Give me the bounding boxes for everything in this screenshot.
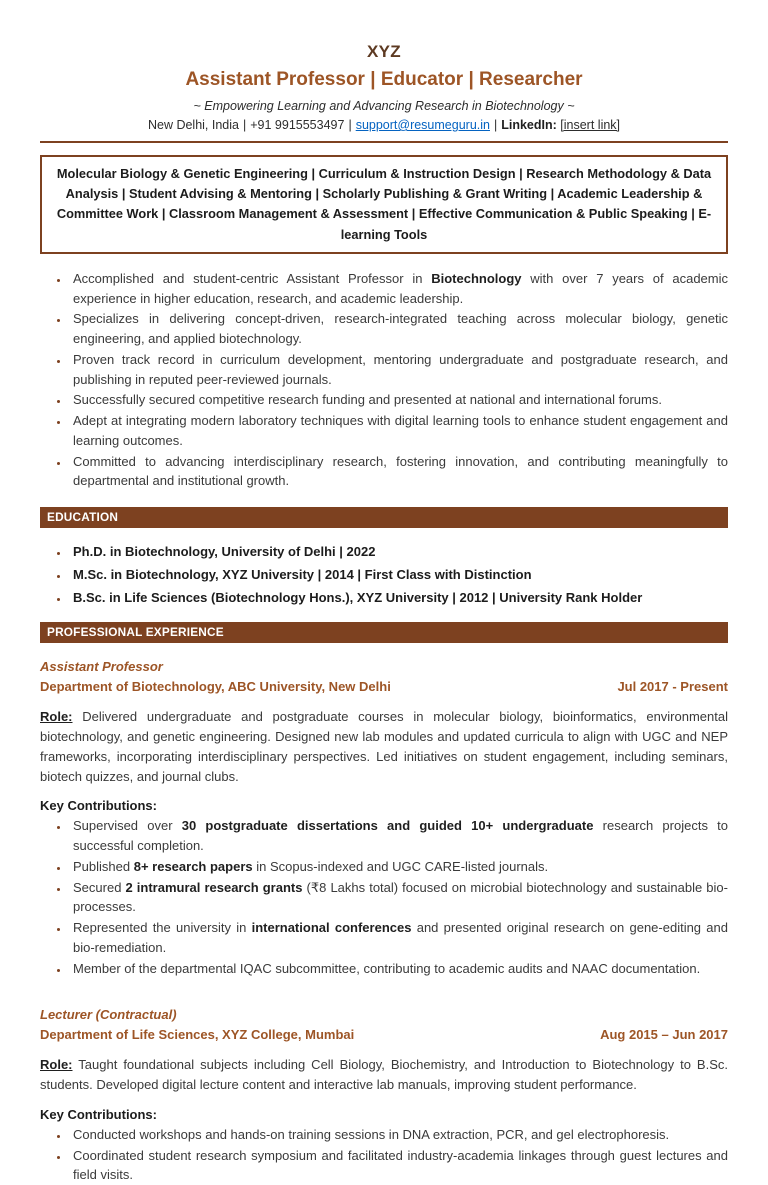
headline-title: Assistant Professor | Educator | Researcher bbox=[185, 69, 583, 90]
role-description: Taught foundational subjects including Cell Biology, Biochemistry, and Introduction to Biotechnology to B.Sc. students. Developed digital lecture content and interactive lab manuals, improving student performance. bbox=[40, 1057, 728, 1093]
contribution-bullet: • Published 8+ research papers in Scopus-indexed and UGC CARE-listed journals. bbox=[69, 857, 728, 877]
summary-bullet: • Proven track record in curriculum development, mentoring undergraduate and postgraduate research, and publishing in reputed peer-reviewed journals. bbox=[69, 350, 728, 390]
summary-bullet: • Specializes in delivering concept-driven, research-integrated teaching across molecular biology, genetic engineering, and applied biotechnology. bbox=[69, 309, 728, 349]
contribution-bullet: • Supervised over 30 postgraduate dissertations and guided 10+ undergraduate research projects to successful completion. bbox=[69, 816, 728, 856]
job-role-title: Lecturer (Contractual) bbox=[40, 1007, 177, 1023]
contribution-bullet: • Represented the university in international conferences and presented original research on gene-editing and bio-remediation. bbox=[69, 918, 728, 958]
job-role-paragraph bbox=[40, 1055, 728, 1095]
contribution-bullet: • Secured 2 intramural research grants (₹8 Lakhs total) focused on microbial biotechnology and sustainable bio-processes. bbox=[69, 878, 728, 918]
contact-separator: | bbox=[493, 118, 498, 132]
education-item: • Ph.D. in Biotechnology, University of Delhi | 2022 bbox=[69, 541, 728, 564]
contribution-bullet: • Conducted workshops and hands-on training sessions in DNA extraction, PCR, and gel electrophoresis. bbox=[69, 1125, 728, 1145]
tagline: ~ Empowering Learning and Advancing Research in Biotechnology ~ bbox=[193, 99, 575, 113]
contribution-bullet: • Member of the departmental IQAC subcommittee, contributing to academic audits and NAAC documentation. bbox=[69, 959, 728, 979]
key-contributions-label: Key Contributions: bbox=[40, 1106, 157, 1122]
linkedin-link[interactable]: [insert link] bbox=[560, 118, 621, 132]
summary-bullet: • Accomplished and student-centric Assistant Professor in Biotechnology with over 7 years of academic experience in higher education, research, and academic leadership. bbox=[69, 269, 728, 309]
job-organization: Department of Life Sciences, XYZ College, Mumbai bbox=[40, 1026, 355, 1042]
contact-phone: +91 9915553497 bbox=[250, 118, 345, 132]
education-item: • M.Sc. in Biotechnology, XYZ University | 2014 | First Class with Distinction bbox=[69, 564, 728, 587]
role-description: Delivered undergraduate and postgraduate courses in molecular biology, bioinformatics, environmental biotechnology, and genetic engineering. Designed new lab modules and updated curricula to align with UGC and NEP frameworks, incorporating interdisciplinary perspectives. Led initiatives on student engagement, including seminars, biotech quizzes, and journal clubs. bbox=[40, 709, 728, 784]
contribution-bullet: • Coordinated student research symposium and facilitated industry-academia linkages through guest lectures and field visits. bbox=[69, 1146, 728, 1185]
contact-separator: | bbox=[242, 118, 247, 132]
contact-location: New Delhi, India bbox=[147, 118, 239, 132]
summary-bullet: • Successfully secured competitive research funding and presented at national and international forums. bbox=[69, 390, 728, 410]
header-divider bbox=[40, 141, 728, 143]
summary-bullet: • Adept at integrating modern laboratory techniques with digital learning tools to enhance student engagement and learning outcomes. bbox=[69, 411, 728, 451]
candidate-name: XYZ bbox=[367, 42, 401, 61]
summary-list bbox=[40, 269, 728, 491]
job-dates: Aug 2015 – Jun 2017 bbox=[600, 1026, 728, 1042]
job-role-title: Assistant Professor bbox=[40, 659, 163, 675]
skills-box: Molecular Biology & Genetic Engineering | Curriculum & Instruction Design | Research Methodology & Data Analysis | Student Advising & Mentoring | Scholarly Publishing & Grant Writing | Academic Leadership & Committee Work | Classroom Management & Assessment | Effective Communication & Public Speaking | E-learning Tools bbox=[40, 155, 728, 254]
job-entry-assistant-professor bbox=[40, 657, 728, 978]
education-list bbox=[40, 541, 728, 609]
job-meta-row bbox=[40, 677, 728, 697]
email-link[interactable]: support@resumeguru.in bbox=[355, 118, 490, 132]
role-label: Role: bbox=[40, 709, 73, 725]
role-label: Role: bbox=[40, 1057, 73, 1073]
contact-separator: | bbox=[348, 118, 352, 132]
contact-line bbox=[40, 118, 728, 132]
education-item: • B.Sc. in Life Sciences (Biotechnology Hons.), XYZ University | 2012 | University Rank Holder bbox=[69, 587, 728, 610]
section-header-experience: PROFESSIONAL EXPERIENCE bbox=[40, 622, 728, 643]
linkedin-label: LinkedIn: bbox=[501, 118, 557, 132]
section-header-education: EDUCATION bbox=[40, 507, 728, 528]
summary-bullet: • Committed to advancing interdisciplinary research, fostering innovation, and contributing meaningfully to departmental and institutional growth. bbox=[69, 452, 728, 492]
job-organization: Department of Biotechnology, ABC University, New Delhi bbox=[40, 678, 391, 694]
job-role-paragraph bbox=[40, 707, 728, 786]
contributions-list bbox=[40, 1125, 728, 1185]
contributions-list bbox=[40, 816, 728, 978]
job-dates: Jul 2017 - Present bbox=[617, 678, 728, 694]
key-contributions-label: Key Contributions: bbox=[40, 798, 157, 814]
job-meta-row bbox=[40, 1025, 728, 1045]
job-entry-lecturer bbox=[40, 1005, 728, 1185]
